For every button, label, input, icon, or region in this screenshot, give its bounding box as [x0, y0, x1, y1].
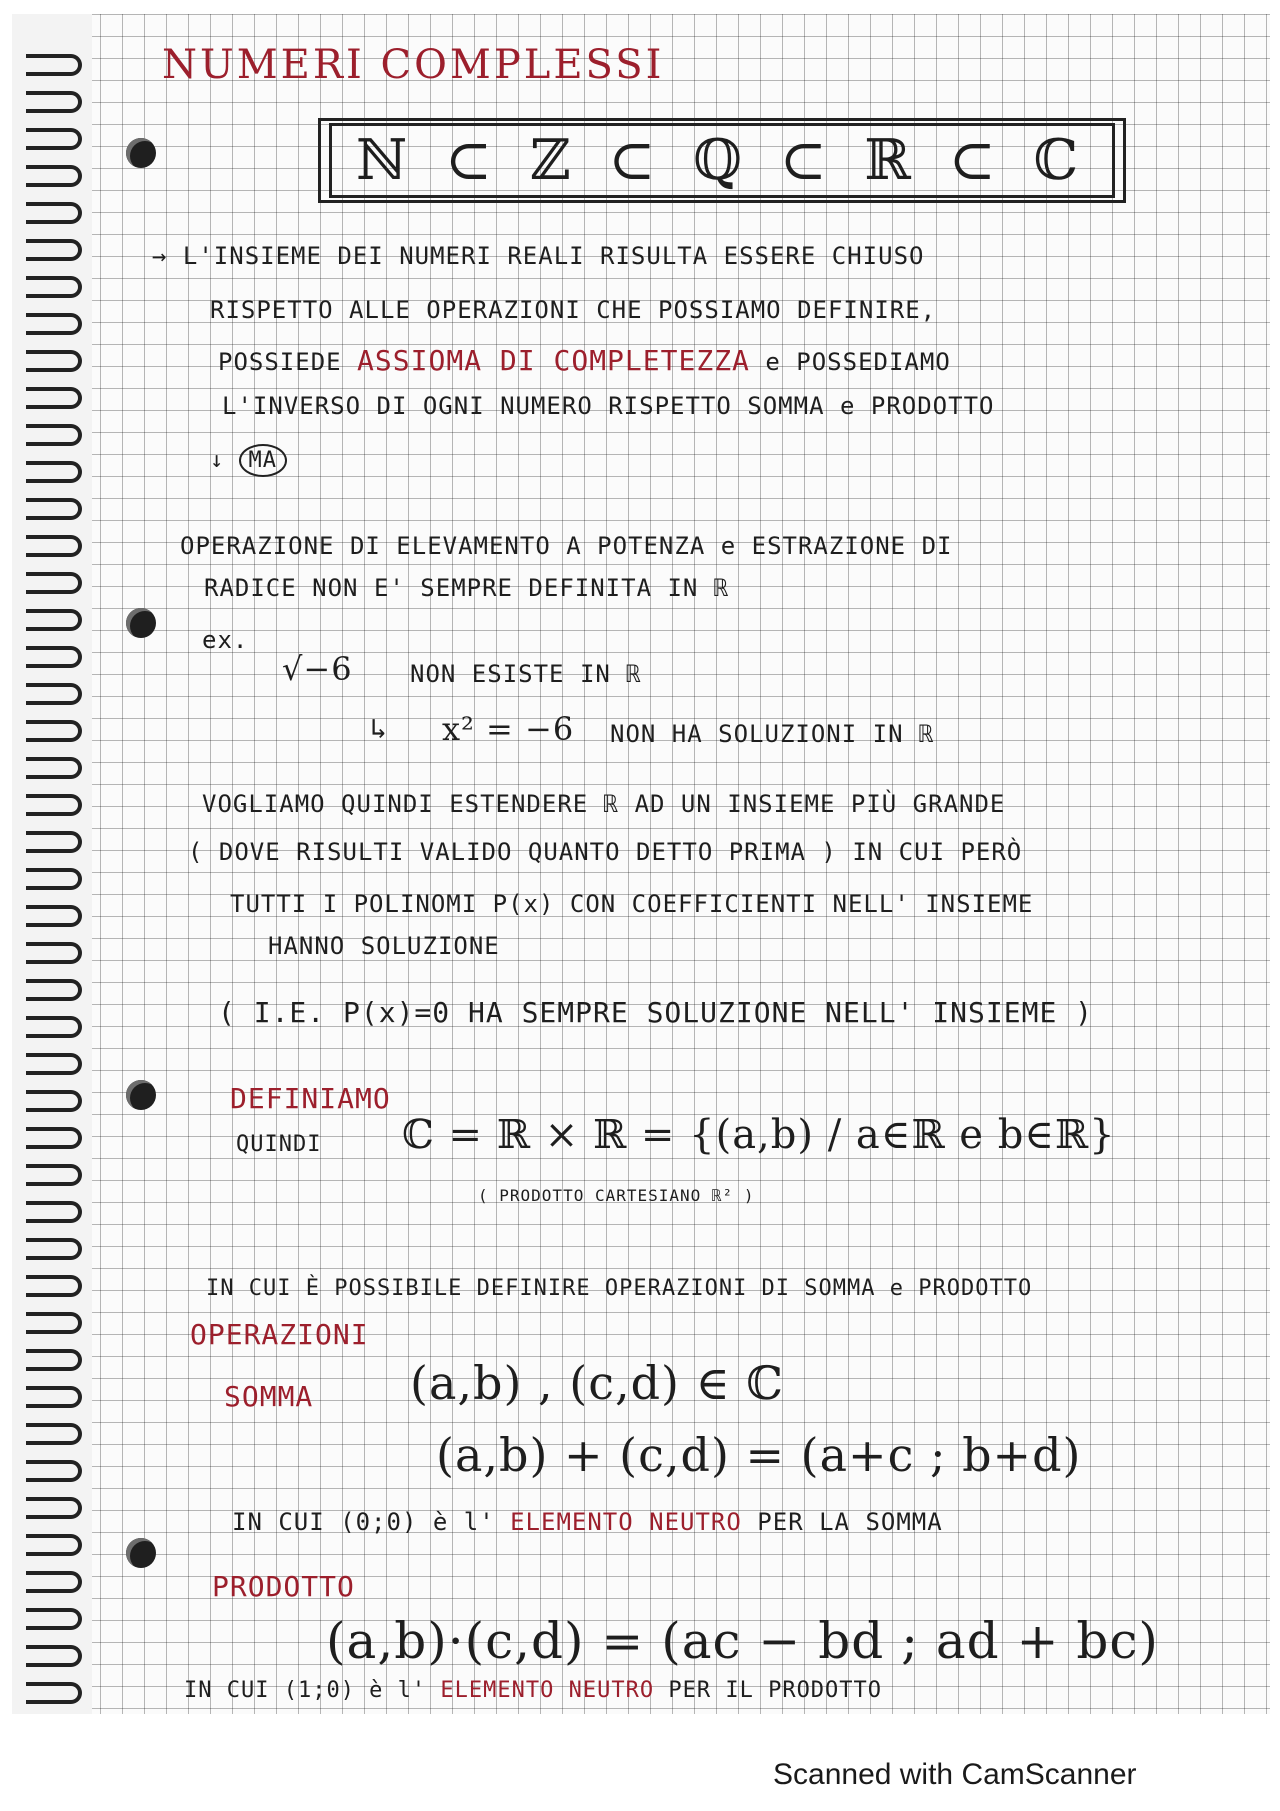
spiral-binding [12, 14, 92, 1714]
definition-quindi: QUINDI [236, 1132, 322, 1157]
spiral-ring [26, 1164, 82, 1186]
intro-line-3: POSSIEDE ASSIOMA DI COMPLETEZZA e POSSEDIAMO [218, 344, 951, 377]
arrow-icon: → [152, 242, 168, 270]
spiral-ring [26, 868, 82, 890]
spiral-ring [26, 313, 82, 335]
page-title: NUMERI COMPLESSI [162, 42, 665, 88]
spiral-ring [26, 1349, 82, 1371]
product-label: PRODOTTO [212, 1570, 355, 1603]
sqrt-expression: √−6 [282, 650, 353, 688]
spiral-ring [26, 609, 82, 631]
spiral-ring [26, 1423, 82, 1445]
sqrt-note: NON ESISTE IN ℝ [410, 660, 642, 688]
intro-line-1: → L'INSIEME DEI NUMERI REALI RISULTA ESSERE CHIUSO [152, 242, 925, 270]
spiral-ring [26, 831, 82, 853]
definition-formula: ℂ = ℝ × ℝ = {(a,b) / a∈ℝ e b∈ℝ} [402, 1112, 1116, 1158]
spiral-ring [26, 54, 82, 76]
spiral-ring [26, 1053, 82, 1075]
spiral-ring [26, 757, 82, 779]
punch-hole [126, 138, 156, 168]
spiral-ring [26, 276, 82, 298]
extension-line-4: HANNO SOLUZIONE [268, 932, 500, 960]
spiral-ring [26, 350, 82, 372]
sum-formula: (a,b) + (c,d) = (a+c ; b+d) [436, 1428, 1082, 1482]
spiral-ring [26, 1645, 82, 1667]
punch-hole [126, 1538, 156, 1568]
spiral-ring [26, 1534, 82, 1556]
operations-heading: OPERAZIONI [190, 1318, 369, 1351]
down-arrow-icon: ↓ [210, 448, 225, 473]
spiral-ring [26, 1460, 82, 1482]
sets-chain: ℕ ⊂ ℤ ⊂ ℚ ⊂ ℝ ⊂ ℂ [329, 123, 1115, 198]
spiral-ring [26, 683, 82, 705]
definition-note: ( PRODOTTO CARTESIANO ℝ² ) [478, 1186, 755, 1205]
spiral-ring [26, 942, 82, 964]
ma-note: ↓ MA [210, 444, 287, 477]
extension-line-1: VOGLIAMO QUINDI ESTENDERE ℝ AD UN INSIEME PIÙ GRANDE [202, 790, 1006, 818]
spiral-ring [26, 1201, 82, 1223]
scanner-watermark: Scanned with CamScanner [773, 1758, 1137, 1791]
radicals-line-2: RADICE NON E' SEMPRE DEFINITA IN ℝ [204, 574, 730, 602]
spiral-ring [26, 720, 82, 742]
spiral-ring [26, 1608, 82, 1630]
spiral-ring [26, 165, 82, 187]
sum-neutral: IN CUI (0;0) è l' ELEMENTO NEUTRO PER LA SOMMA [232, 1508, 943, 1536]
example-label: ex. [202, 626, 249, 654]
notebook-page [12, 14, 1270, 1714]
punch-hole [126, 1080, 156, 1110]
extension-line-5: ( I.E. P(x)=0 HA SEMPRE SOLUZIONE NELL' INSIEME ) [218, 996, 1094, 1029]
sum-label: SOMMA [224, 1380, 314, 1413]
spiral-ring [26, 1127, 82, 1149]
spiral-ring [26, 128, 82, 150]
spiral-ring [26, 794, 82, 816]
product-formula: (a,b)·(c,d) = (ac − bd ; ad + bc) [326, 1612, 1159, 1670]
spiral-ring [26, 91, 82, 113]
equation: x² = −6 [442, 710, 575, 748]
spiral-ring [26, 646, 82, 668]
spiral-ring [26, 1016, 82, 1038]
spiral-ring [26, 1571, 82, 1593]
spiral-ring [26, 498, 82, 520]
spiral-ring [26, 1386, 82, 1408]
spiral-ring [26, 535, 82, 557]
spiral-ring [26, 461, 82, 483]
extension-line-3: TUTTI I POLINOMI P(x) CON COEFFICIENTI NELL' INSIEME [230, 890, 1034, 918]
spiral-ring [26, 1275, 82, 1297]
sum-set: (a,b) , (c,d) ∈ ℂ [410, 1356, 784, 1410]
sets-chain-box [318, 118, 1126, 203]
spiral-ring [26, 1682, 82, 1704]
spiral-ring [26, 905, 82, 927]
spiral-ring [26, 1497, 82, 1519]
product-neutral: IN CUI (1;0) è l' ELEMENTO NEUTRO PER IL PRODOTTO [184, 1678, 883, 1703]
spiral-ring [26, 202, 82, 224]
operations-intro: IN CUI È POSSIBILE DEFINIRE OPERAZIONI DI SOMMA e PRODOTTO [206, 1276, 1033, 1301]
spiral-ring [26, 424, 82, 446]
completeness-axiom: ASSIOMA DI COMPLETEZZA [357, 344, 750, 377]
spiral-ring [26, 1238, 82, 1260]
spiral-ring [26, 979, 82, 1001]
definition-label: DEFINIAMO [230, 1082, 391, 1115]
spiral-ring [26, 239, 82, 261]
intro-line-4: L'INVERSO DI OGNI NUMERO RISPETTO SOMMA e PRODOTTO [222, 392, 995, 420]
spiral-ring [26, 572, 82, 594]
radicals-line-1: OPERAZIONE DI ELEVAMENTO A POTENZA e ESTRAZIONE DI [180, 532, 953, 560]
extension-line-2: ( DOVE RISULTI VALIDO QUANTO DETTO PRIMA ) IN CUI PERÒ [188, 838, 1023, 866]
spiral-ring [26, 387, 82, 409]
spiral-ring [26, 1090, 82, 1112]
spiral-ring [26, 1312, 82, 1334]
equation-note: NON HA SOLUZIONI IN ℝ [610, 720, 935, 748]
punch-hole [126, 608, 156, 638]
sub-arrow-icon: ↳ [370, 712, 388, 745]
intro-line-2: RISPETTO ALLE OPERAZIONI CHE POSSIAMO DEFINIRE, [210, 296, 937, 324]
